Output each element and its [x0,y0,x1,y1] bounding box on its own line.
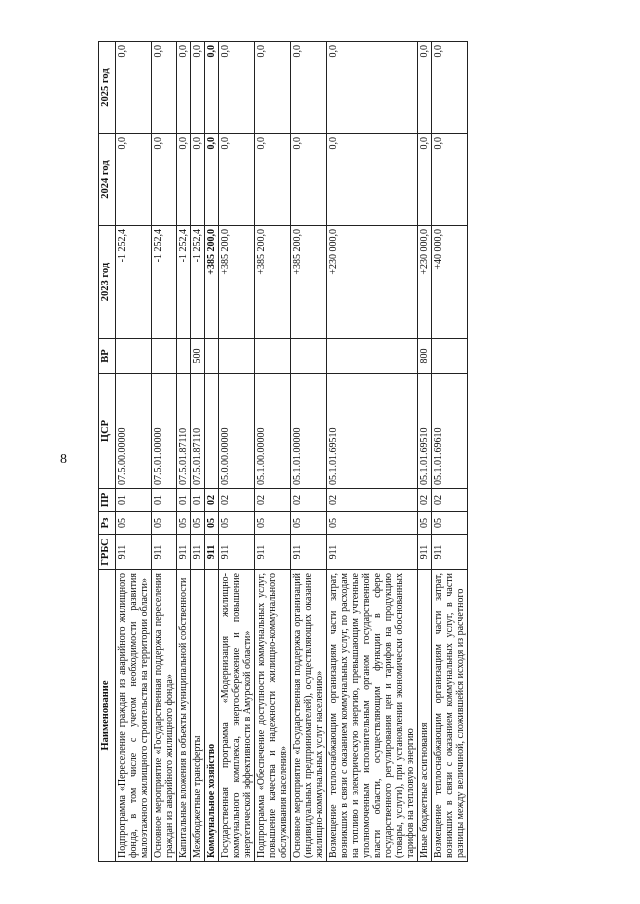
header-grbs: ГРБС [99,535,116,570]
row-vr [432,339,468,374]
row-name: Межбюджетные трансферты [191,570,205,862]
row-csr: 05.1.01.69510 [327,374,418,489]
row-vr [116,339,152,374]
row-rz: 05 [116,512,152,535]
row-name: Государственная программа «Модернизация жилищно-коммунального комплекса, энергосбережение и повышение энергетической эффективности в Амурской области» [219,570,255,862]
budget-table-rotated [98,42,576,862]
row-rz: 05 [152,512,177,535]
row-rz: 05 [432,512,468,535]
row-name: Капитальные вложения в объекты муниципальной собственности [177,570,191,862]
row-pr: 02 [291,489,327,512]
row-csr: 07.5.01.87110 [191,374,205,489]
row-name: Возмещение теплоснабжающим организациям части затрат, возникших в связи с оказанием коммунальных услуг, по расходам на топливо и электрическую энергию, превышающим учтенные уполномоченным исполнительным органом государственной власти области, осуществляющим функции в сфере государственного регулирования цен и тарифов на продукцию (товары, услуги), при установлении экономически обоснованных тарифов на тепловую энергию [327,570,418,862]
row-2023: -1 252,4 [191,226,205,339]
row-2025: 0,0 [205,42,219,134]
header-2023: 2023 год [99,226,116,339]
row-name: Подпрограмма «Переселение граждан из аварийного жилищного фонда, в том числе с учетом необходимости развития малоэтажного жилищного строительства на территории области» [116,570,152,862]
header-pr: ПР [99,489,116,512]
row-2025: 0,0 [418,42,432,134]
row-csr: 07.5.00.00000 [116,374,152,489]
row-2024: 0,0 [152,134,177,226]
table-row [418,42,432,862]
row-2023: -1 252,4 [152,226,177,339]
table-row [177,42,191,862]
header-vr: ВР [99,339,116,374]
row-2023: +230 000,0 [418,226,432,339]
row-grbs: 911 [152,535,177,570]
row-2023: +385 200,0 [205,226,219,339]
row-csr: 05.1.01.00000 [291,374,327,489]
row-grbs: 911 [205,535,219,570]
row-pr: 02 [432,489,468,512]
row-name: Основное мероприятие «Государственная поддержка организаций (индивидуальных предпринимателей), осуществляющих оказание жилищно-коммунальных услуг населению» [291,570,327,862]
row-csr: 07.5.01.87110 [177,374,191,489]
row-vr [177,339,191,374]
table-row [191,42,205,862]
table-row [152,42,177,862]
row-vr [152,339,177,374]
row-csr: 05.0.00.00000 [219,374,255,489]
row-vr: 800 [418,339,432,374]
row-2023: +385 200,0 [255,226,291,339]
row-pr: 02 [205,489,219,512]
row-rz: 05 [291,512,327,535]
row-csr: 07.5.01.00000 [152,374,177,489]
header-name: Наименование [99,570,116,862]
header-rz: Рз [99,512,116,535]
row-rz: 05 [177,512,191,535]
row-2024: 0,0 [116,134,152,226]
row-grbs: 911 [116,535,152,570]
row-2023: +385 200,0 [291,226,327,339]
row-pr: 02 [418,489,432,512]
row-2024: 0,0 [191,134,205,226]
row-vr: 500 [191,339,205,374]
row-grbs: 911 [255,535,291,570]
row-2024: 0,0 [255,134,291,226]
row-2025: 0,0 [152,42,177,134]
row-vr [255,339,291,374]
row-2023: +230 000,0 [327,226,418,339]
table-row [432,42,468,862]
row-vr [291,339,327,374]
header-2024: 2024 год [99,134,116,226]
row-csr: 05.1.00.00000 [255,374,291,489]
header-2025: 2025 год [99,42,116,134]
row-2024: 0,0 [418,134,432,226]
row-pr: 01 [152,489,177,512]
row-grbs: 911 [291,535,327,570]
row-rz: 05 [255,512,291,535]
row-2025: 0,0 [219,42,255,134]
row-2025: 0,0 [116,42,152,134]
row-2023: -1 252,4 [116,226,152,339]
row-grbs: 911 [327,535,418,570]
row-name: Подпрограмма «Обеспечение доступности коммунальных услуг, повышение качества и надежности жилищно-коммунального обслуживания населения» [255,570,291,862]
row-2025: 0,0 [177,42,191,134]
row-rz: 05 [418,512,432,535]
row-name: Возмещение теплоснабжающим организациям части затрат, возникших в связи с оказанием коммунальных услуг, в части разницы между величиной, сложившейся исходя из расчетного [432,570,468,862]
row-2025: 0,0 [191,42,205,134]
row-2024: 0,0 [219,134,255,226]
row-grbs: 911 [177,535,191,570]
row-pr: 02 [219,489,255,512]
header-csr: ЦСР [99,374,116,489]
budget-table [98,41,468,862]
table-row [291,42,327,862]
row-2024: 0,0 [177,134,191,226]
row-name: Иные бюджетные ассигнования [418,570,432,862]
row-rz: 05 [205,512,219,535]
page-number: 8 [60,452,67,467]
row-2023: +40 000,0 [432,226,468,339]
row-vr [219,339,255,374]
row-vr [327,339,418,374]
row-2025: 0,0 [327,42,418,134]
row-grbs: 911 [219,535,255,570]
header-row [99,42,116,862]
row-2025: 0,0 [432,42,468,134]
row-rz: 05 [191,512,205,535]
row-2023: +385 200,0 [219,226,255,339]
row-2024: 0,0 [432,134,468,226]
row-csr [205,374,219,489]
row-2024: 0,0 [205,134,219,226]
row-pr: 01 [191,489,205,512]
row-name: Коммунальное хозяйство [205,570,219,862]
row-grbs: 911 [432,535,468,570]
row-pr: 01 [177,489,191,512]
row-name: Основное мероприятие «Государственная поддержка переселения граждан из аварийного жилищного фонда» [152,570,177,862]
row-pr: 02 [255,489,291,512]
row-2025: 0,0 [255,42,291,134]
table-row [205,42,219,862]
row-pr: 02 [327,489,418,512]
row-vr [205,339,219,374]
row-csr: 05.1.01.69610 [432,374,468,489]
row-2025: 0,0 [291,42,327,134]
row-rz: 05 [219,512,255,535]
table-row [116,42,152,862]
row-pr: 01 [116,489,152,512]
row-2024: 0,0 [327,134,418,226]
table-row [255,42,291,862]
table-row [327,42,418,862]
row-2024: 0,0 [291,134,327,226]
row-grbs: 911 [418,535,432,570]
table-row [219,42,255,862]
row-2023: -1 252,4 [177,226,191,339]
row-csr: 05.1.01.69510 [418,374,432,489]
row-rz: 05 [327,512,418,535]
table-body [116,42,468,862]
row-grbs: 911 [191,535,205,570]
